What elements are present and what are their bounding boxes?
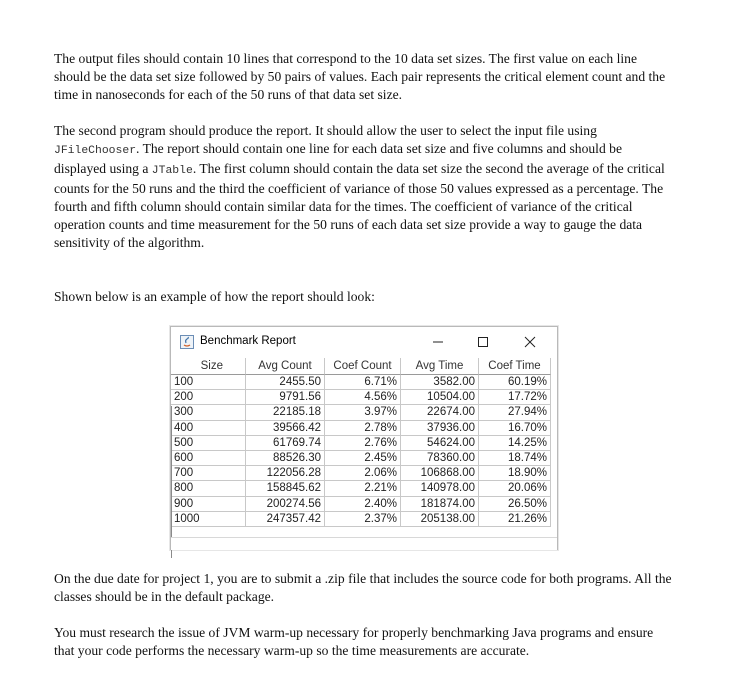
java-app-icon	[180, 335, 194, 349]
header-size[interactable]: Size	[171, 358, 246, 375]
cell-avg-time[interactable]: 140978.00	[401, 481, 479, 496]
cell-coef-time[interactable]: 16.70%	[479, 421, 551, 436]
table-row[interactable]	[171, 512, 551, 527]
close-icon	[524, 336, 536, 348]
benchmark-report-window	[170, 326, 558, 550]
cell-size[interactable]: 500	[171, 436, 246, 451]
table-row[interactable]	[171, 405, 551, 420]
cell-avg-time[interactable]: 205138.00	[401, 512, 479, 527]
cell-coef-time[interactable]: 17.72%	[479, 390, 551, 405]
cell-avg-time[interactable]: 106868.00	[401, 466, 479, 481]
paragraph-second-program	[54, 122, 674, 252]
cell-size[interactable]: 900	[171, 497, 246, 512]
cell-coef-count[interactable]: 2.45%	[325, 451, 401, 466]
window-titlebar[interactable]	[171, 327, 557, 357]
window-bottom-edge	[171, 537, 557, 550]
cell-avg-count[interactable]: 122056.28	[246, 466, 325, 481]
header-avg-time[interactable]: Avg Time	[401, 358, 479, 375]
cell-coef-time[interactable]: 18.90%	[479, 466, 551, 481]
cell-size[interactable]: 600	[171, 451, 246, 466]
cell-size[interactable]: 1000	[171, 512, 246, 527]
header-avg-count[interactable]: Avg Count	[246, 358, 325, 375]
maximize-button[interactable]	[468, 332, 498, 352]
cell-coef-count[interactable]: 4.56%	[325, 390, 401, 405]
cell-coef-count[interactable]: 3.97%	[325, 405, 401, 420]
table-row[interactable]	[171, 466, 551, 481]
paragraph-example-intro: Shown below is an example of how the report should look:	[54, 289, 375, 304]
paragraph-due-date: On the due date for project 1, you are to submit a .zip file that includes the source code for both programs. All the classes should be in the default package.	[54, 571, 672, 604]
cell-avg-time[interactable]: 10504.00	[401, 390, 479, 405]
cell-size[interactable]: 300	[171, 405, 246, 420]
cell-coef-time[interactable]: 14.25%	[479, 436, 551, 451]
minimize-icon	[432, 336, 444, 348]
window-title: Benchmark Report	[200, 335, 296, 347]
cell-size[interactable]: 400	[171, 421, 246, 436]
cell-avg-count[interactable]: 200274.56	[246, 497, 325, 512]
cell-avg-count[interactable]: 22185.18	[246, 405, 325, 420]
minimize-button[interactable]	[423, 332, 453, 352]
table-row[interactable]	[171, 481, 551, 496]
table-row[interactable]	[171, 451, 551, 466]
cell-avg-time[interactable]: 22674.00	[401, 405, 479, 420]
cell-coef-count[interactable]: 2.76%	[325, 436, 401, 451]
cell-coef-time[interactable]: 21.26%	[479, 512, 551, 527]
cell-coef-time[interactable]: 18.74%	[479, 451, 551, 466]
p2-text-a: The second program should produce the report. It should allow the user to select the input file using	[54, 123, 597, 138]
cell-size[interactable]: 100	[171, 375, 246, 390]
cell-avg-count[interactable]: 158845.62	[246, 481, 325, 496]
cell-avg-time[interactable]: 3582.00	[401, 375, 479, 390]
p2-text-c: . The first column should contain the data set size the second the average of the critical counts for the 50 runs and the third the coefficient of variance of those 50 values expressed as a percentage. The fourth and fifth column should contain similar data for the times. The coefficient of variance of the critical operation counts and time measurement for the 50 runs of each data set size provide a way to gauge the data sensitivity of the algorithm.	[54, 161, 665, 250]
table-row[interactable]	[171, 421, 551, 436]
cell-avg-count[interactable]: 247357.42	[246, 512, 325, 527]
paragraph-output-files: The output files should contain 10 lines that correspond to the 10 data set sizes. The first value on each line should be the data set size followed by 50 pairs of values. Each pair represents the critical element count and the time in nanoseconds for each of the 50 runs of that data set size.	[54, 51, 666, 102]
cell-coef-count[interactable]: 2.06%	[325, 466, 401, 481]
cell-coef-count[interactable]: 6.71%	[325, 375, 401, 390]
cell-avg-count[interactable]: 2455.50	[246, 375, 325, 390]
cell-coef-time[interactable]: 20.06%	[479, 481, 551, 496]
table-left-edge	[171, 406, 172, 558]
cell-coef-count[interactable]: 2.21%	[325, 481, 401, 496]
maximize-icon	[477, 336, 489, 348]
paragraph-jvm-warmup: You must research the issue of JVM warm-up necessary for properly benchmarking Java programs and ensure that your code performs the necessary warm-up so the time measurements are accurate.	[54, 625, 654, 658]
cell-coef-count[interactable]: 2.37%	[325, 512, 401, 527]
cell-avg-time[interactable]: 181874.00	[401, 497, 479, 512]
cell-coef-time[interactable]: 27.94%	[479, 405, 551, 420]
cell-size[interactable]: 800	[171, 481, 246, 496]
code-jfilechooser: JFileChooser	[54, 145, 137, 157]
cell-avg-time[interactable]: 54624.00	[401, 436, 479, 451]
cell-avg-time[interactable]: 37936.00	[401, 421, 479, 436]
close-button[interactable]	[515, 332, 545, 352]
p2-text-b: . The report should contain one line for each data set size and five columns and should be displayed using a	[54, 141, 622, 176]
table-row[interactable]	[171, 390, 551, 405]
cell-avg-time[interactable]: 78360.00	[401, 451, 479, 466]
cell-avg-count[interactable]: 61769.74	[246, 436, 325, 451]
cell-avg-count[interactable]: 9791.56	[246, 390, 325, 405]
table-body	[171, 375, 551, 527]
cell-coef-count[interactable]: 2.78%	[325, 421, 401, 436]
header-coef-time[interactable]: Coef Time	[479, 358, 551, 375]
header-coef-count[interactable]: Coef Count	[325, 358, 401, 375]
cell-avg-count[interactable]: 88526.30	[246, 451, 325, 466]
cell-coef-count[interactable]: 2.40%	[325, 497, 401, 512]
table-row[interactable]	[171, 436, 551, 451]
table-row[interactable]	[171, 375, 551, 390]
code-jtable: JTable	[151, 165, 193, 177]
cell-size[interactable]: 700	[171, 466, 246, 481]
table-row[interactable]	[171, 497, 551, 512]
cell-coef-time[interactable]: 26.50%	[479, 497, 551, 512]
cell-size[interactable]: 200	[171, 390, 246, 405]
cell-avg-count[interactable]: 39566.42	[246, 421, 325, 436]
cell-coef-time[interactable]: 60.19%	[479, 375, 551, 390]
